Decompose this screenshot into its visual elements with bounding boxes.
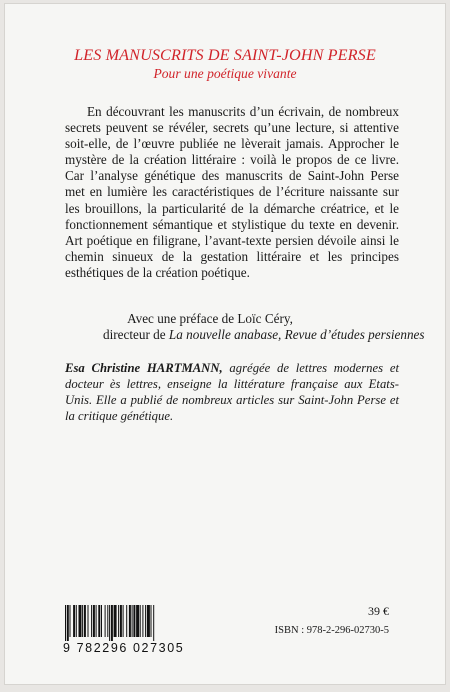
barcode-image [64, 605, 182, 641]
barcode-bar [147, 605, 150, 637]
barcode-bar [91, 605, 92, 637]
barcode-bar [142, 605, 143, 637]
journal-name: La nouvelle anabase, Revue d’études persiennes [168, 327, 425, 343]
barcode-bar [76, 605, 77, 637]
preface-director-prefix: directeur de [103, 327, 169, 343]
author-bio-text: agrégée de lettres modernes et docteur ès lettres, enseigne la littérature française aux Etats-Unis. Elle a publié de nombreux articles sur Saint-John Perse et la critique génétique. [65, 361, 399, 424]
barcode-bar [129, 605, 131, 637]
barcode-bar [151, 605, 152, 637]
barcode-bar [88, 605, 89, 637]
barcode-bar [114, 605, 117, 637]
barcode-bar [111, 605, 113, 641]
barcode-bar [109, 605, 110, 641]
back-cover [5, 4, 445, 684]
blurb-paragraph: En découvrant les manuscrits d’un écrivain, de nombreux secrets peuvent se révéler, secrets qu’une lecture, si attentive soit-elle, de l’œuvre publiée ne lèverait jamais. Approcher le mystère de la création littéraire : voilà le propos de ce livre. Car l’analyse génétique des manuscrits de Saint-John Perse met en lumière les caractéristiques de l’écriture naissante sur les brouillons, la particularité de la démarche créatrice, et le fonctionnement sémantique et stylistique du texte en devenir. Art poétique en filigrane, l’avant-texte persien dévoile ainsi le chemin sinueux de la gestation littéraire et les principes esthétiques de la création poétique. [65, 104, 399, 280]
isbn-label: ISBN : 978-2-296-02730-5 [274, 625, 389, 636]
barcode-bar [107, 605, 108, 637]
barcode-bar [93, 605, 95, 637]
book-title: LES MANUSCRITS DE SAINT-JOHN PERSE [74, 46, 376, 64]
barcode-bar [140, 605, 141, 637]
preface-director-line [65, 327, 425, 343]
author-name: Esa Christine HARTMANN, [65, 361, 223, 375]
barcode-bar [118, 605, 119, 637]
preface-credit [65, 311, 425, 343]
barcode-bar [73, 605, 75, 637]
barcode-bar [98, 605, 100, 637]
barcode-bar [105, 605, 106, 637]
barcode-bar [65, 605, 66, 641]
barcode-bar [84, 605, 86, 637]
barcode-bar [96, 605, 97, 637]
barcode-bar [133, 605, 135, 637]
price-label: 39 € [368, 604, 389, 618]
barcode-digits: 9 782296 027305 [63, 641, 185, 655]
barcode-bar [82, 605, 83, 637]
barcode-bar [136, 605, 139, 637]
barcode-bar [70, 605, 71, 637]
barcode-bar [101, 605, 102, 637]
barcode-bar [123, 605, 124, 637]
author-bio [65, 360, 399, 424]
barcode-bar [79, 605, 82, 637]
preface-line: Avec une préface de Loïc Céry, [127, 311, 293, 326]
barcode-bar [120, 605, 122, 637]
barcode-bar [67, 605, 69, 641]
barcode-bar [153, 605, 154, 641]
book-subtitle: Pour une poétique vivante [153, 66, 297, 81]
barcode-bar [126, 605, 127, 637]
barcode-bar [145, 605, 146, 637]
barcode-bar [132, 605, 133, 637]
